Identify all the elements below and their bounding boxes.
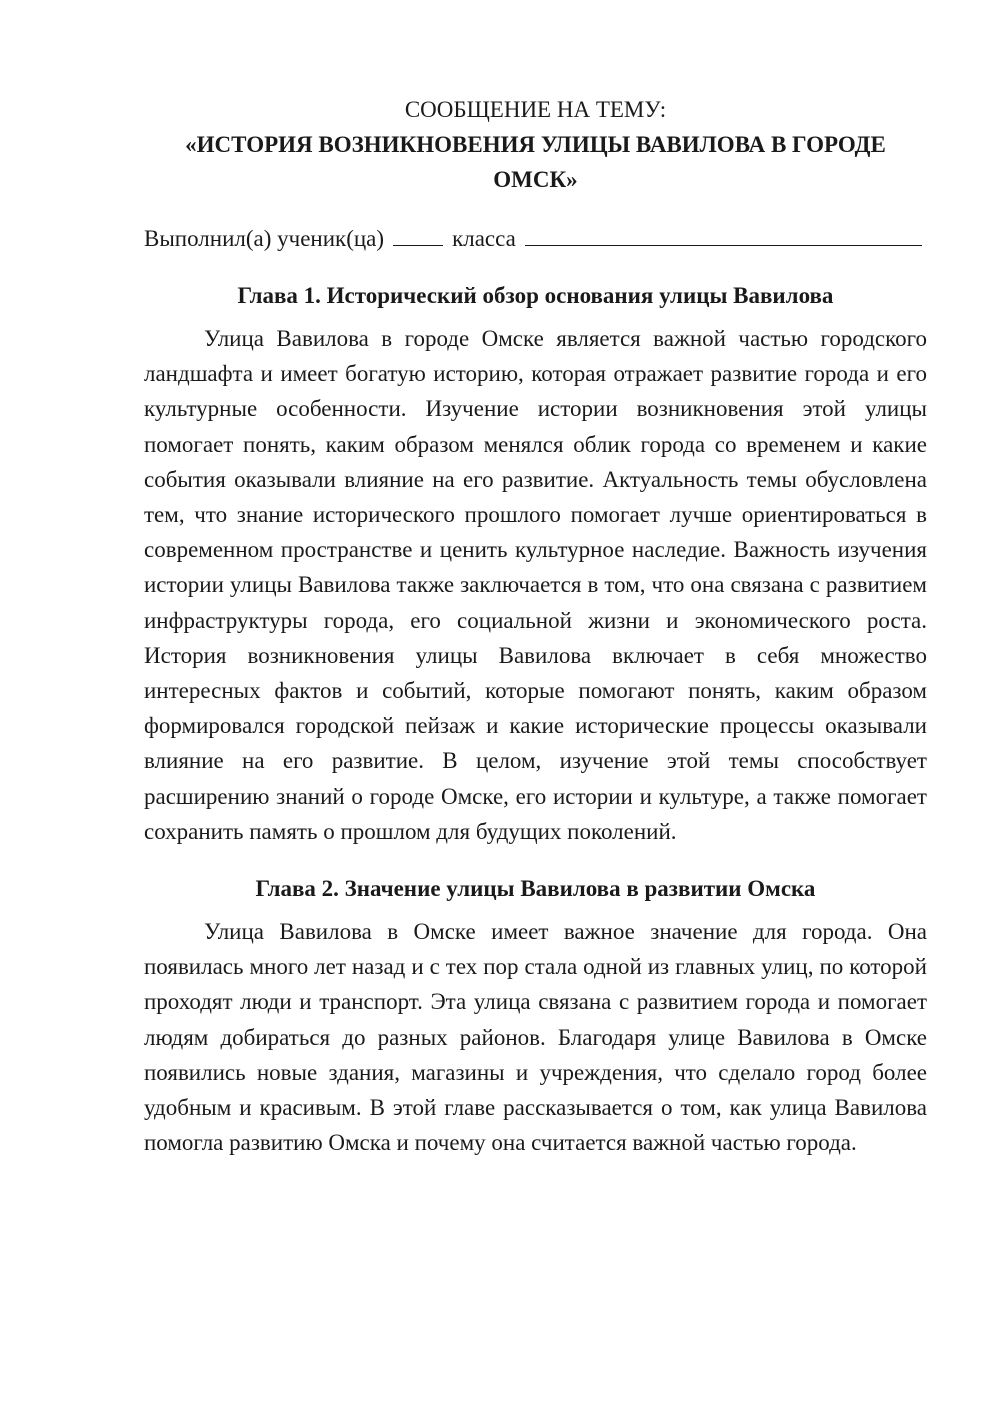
document-title: «ИСТОРИЯ ВОЗНИКНОВЕНИЯ УЛИЦЫ ВАВИЛОВА В ГОРОДЕ ОМСК» [185, 132, 886, 192]
chapter-2-paragraph: Улица Вавилова в Омске имеет важное значение для города. Она появилась много лет назад и с тех пор стала одной из главных улиц, по которой проходят люди и транспорт. Эта улица связана с развитием города и помогает людям добираться до разных районов. Благодаря улице Вавилова в Омске появились новые здания, магазины и учреждения, что сделало город более удобным и красивым. В этой главе рассказывается о том, как улица Вавилова помогла развитию Омска и почему она считается важной частью города. [144, 919, 927, 1156]
author-line [144, 221, 927, 256]
document-page [144, 92, 927, 1160]
chapter-1-title: Глава 1. Исторический обзор основания улицы Вавилова [237, 283, 834, 308]
class-label: класса [452, 226, 516, 251]
class-number-blank[interactable] [393, 223, 443, 246]
performed-by-label: Выполнил(а) ученик(ца) [144, 226, 385, 251]
student-name-blank[interactable] [525, 223, 922, 246]
document-subject: СООБЩЕНИЕ НА ТЕМУ: [404, 97, 667, 122]
chapter-2-title: Глава 2. Значение улицы Вавилова в развитии Омска [255, 876, 816, 902]
chapter-1-paragraph: Улица Вавилова в городе Омске является важной частью городского ландшафта и имеет богатую историю, которая отражает развитие города и его культурные особенности. Изучение истории возникновения этой улицы помогает понять, каким образом менялся облик города со временем и какие события оказывали влияние на его развитие. Актуальность темы обусловлена тем, что знание исторического прошлого помогает лучше ориентироваться в современном пространстве и ценить культурное наследие. Важность изучения истории улицы Вавилова также заключается в том, что она связана с развитием инфраструктуры города, его социальной жизни и экономического роста. История возникновения улицы Вавилова включает в себя множество интересных фактов и событий, которые помогают понять, каким образом формировался городской пейзаж и какие исторические процессы оказывали влияние на его развитие. В целом, изучение этой темы способствует расширению знаний о городе Омске, его истории и культуре, а также помогает сохранить память о прошлом для будущих поколений. [144, 326, 927, 844]
